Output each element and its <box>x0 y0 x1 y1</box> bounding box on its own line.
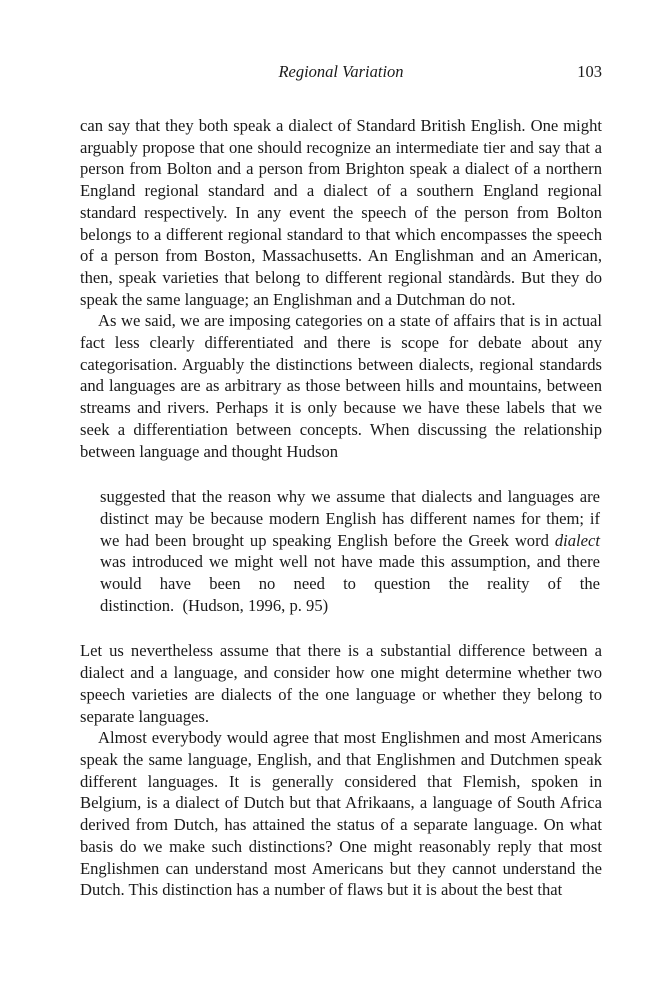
quote-italic-word: dialect <box>554 530 600 550</box>
block-quote <box>100 486 600 616</box>
paragraph-3: Let us nevertheless assume that there is a substantial difference between a dialect and a language, and consider how one might determine whether two speech varieties are dialects of the one language or whether they belong to separate languages. <box>80 641 602 726</box>
paragraph-1: can say that they both speak a dialect of Standard British English. One might arguably propose that one should recognize an intermediate tier and say that a person from Bolton and a person from Brighton speak a dialect of a northern England regional standard and a dialect of a southern England regional standard respectively. In any event the speech of the person from Bolton belongs to a different regional standard to that which encompasses the speech of a person from Boston, Massachusetts. An Englishman and an American, then, speak varieties that belong to different regional standàrds. But they do speak the same language; an Englishman and a Dutchman do not. <box>80 116 602 309</box>
page-number: 103 <box>577 62 602 81</box>
body-text <box>80 115 602 901</box>
quote-citation: (Hudson, 1996, p. 95) <box>182 595 329 615</box>
quote-text-part-1: suggested that the reason why we assume that dialects and languages are distinct may be because modern English has different names for them; if we had been brought up speaking English before the Greek word <box>100 487 600 550</box>
running-title: Regional Variation <box>278 62 404 81</box>
quote-text-part-2: was introduced we might well not have made this assumption, and there would have been no need to question the reality of the distinction. <box>100 552 600 615</box>
paragraph-4: Almost everybody would agree that most Englishmen and most Americans speak the same language, English, and that Englishmen and Dutchmen speak different languages. It is generally considered that Flemish, spoken in Belgium, is a dialect of Dutch but that Afrikaans, a language of South Africa derived from Dutch, has attained the status of a separate language. On what basis do we make such distinctions? One might reasonably reply that most Englishmen can understand most Americans but they cannot understand the Dutch. This distinction has a number of flaws but it is about the best that <box>80 728 602 900</box>
paragraph-2: As we said, we are imposing categories on a state of affairs that is in actual fact less clearly differentiated and there is scope for debate about any categorisation. Arguably the distinctions between dialects, regional standards and languages are as arbitrary as those between hills and mountains, between streams and rivers. Perhaps it is only because we have these labels that we seek a differentiation between concepts. When discussing the relationship between language and thought Hudson <box>80 311 602 461</box>
running-head <box>80 62 602 86</box>
